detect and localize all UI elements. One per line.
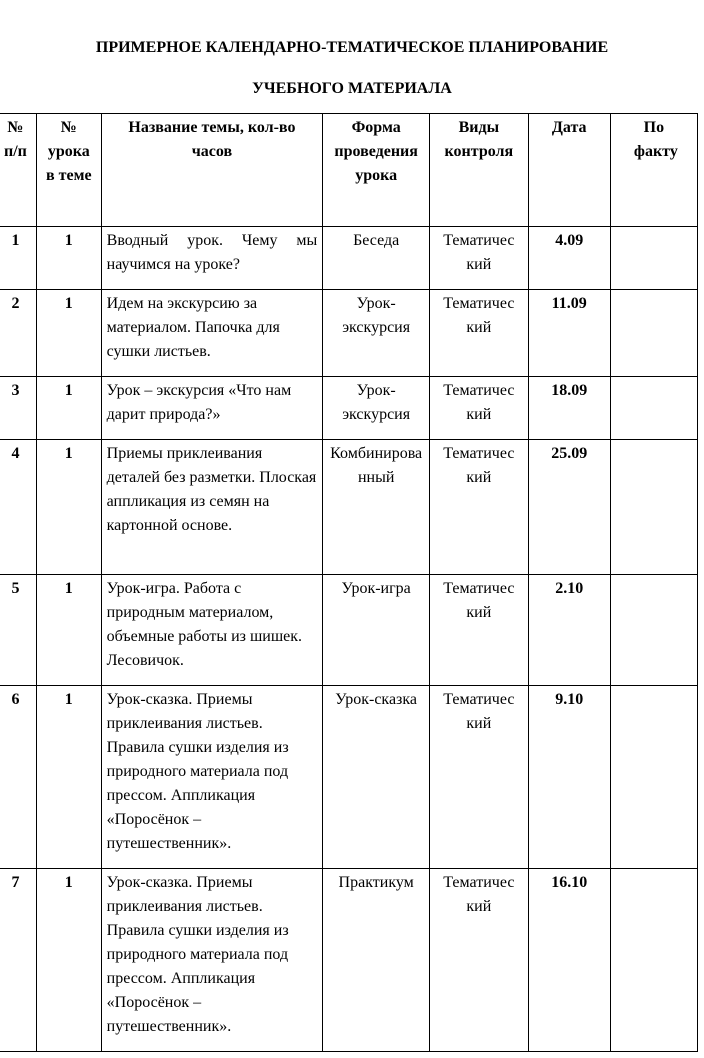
- row-date: 2.10: [528, 575, 610, 686]
- header-control: Виды контроля: [430, 114, 529, 227]
- row-topic: Урок – экскурсия «Что нам дарит природа?»: [101, 377, 323, 440]
- table-row: [0, 686, 698, 869]
- header-form: Форма проведения урока: [323, 114, 430, 227]
- row-control: Тематический: [430, 869, 529, 1052]
- row-fact: [610, 377, 697, 440]
- row-lesson: 1: [36, 686, 101, 869]
- row-num: 7: [0, 869, 36, 1052]
- row-control: Тематический: [430, 440, 529, 575]
- row-num: 3: [0, 377, 36, 440]
- row-lesson: 1: [36, 869, 101, 1052]
- row-fact: [610, 869, 697, 1052]
- row-lesson: 1: [36, 227, 101, 290]
- row-topic: Урок-сказка. Приемы приклеивания листьев. Правила сушки изделия из природного материала под прессом. Аппликация «Поросёнок – путешественник».: [101, 869, 323, 1052]
- row-num: 4: [0, 440, 36, 575]
- row-date: 4.09: [528, 227, 610, 290]
- row-lesson: 1: [36, 575, 101, 686]
- table-header-row: [0, 114, 698, 227]
- row-form: Беседа: [323, 227, 430, 290]
- row-topic: Вводный урок. Чему мы научимся на уроке?: [101, 227, 323, 290]
- row-form: Урок-сказка: [323, 686, 430, 869]
- row-form: Урок-экскурсия: [323, 290, 430, 377]
- row-topic: Идем на экскурсию за материалом. Папочка для сушки листьев.: [101, 290, 323, 377]
- row-topic: Урок-сказка. Приемы приклеивания листьев. Правила сушки изделия из природного материала под прессом. Аппликация «Поросёнок – путешественник».: [101, 686, 323, 869]
- table-row: [0, 575, 698, 686]
- table-row: [0, 377, 698, 440]
- row-num: 5: [0, 575, 36, 686]
- row-date: 25.09: [528, 440, 610, 575]
- table-row: [0, 227, 698, 290]
- row-fact: [610, 440, 697, 575]
- table-row: [0, 869, 698, 1052]
- row-control: Тематический: [430, 377, 529, 440]
- row-form: Комбинированный: [323, 440, 430, 575]
- row-topic: Приемы приклеивания деталей без разметки. Плоская аппликация из семян на картонной основе.: [101, 440, 323, 575]
- row-date: 16.10: [528, 869, 610, 1052]
- row-form: Урок-экскурсия: [323, 377, 430, 440]
- row-num: 6: [0, 686, 36, 869]
- row-fact: [610, 686, 697, 869]
- page-title: ПРИМЕРНОЕ КАЛЕНДАРНО-ТЕМАТИЧЕСКОЕ ПЛАНИРОВАНИЕ: [95, 39, 609, 56]
- header-lesson: № урока в теме: [36, 114, 101, 227]
- row-fact: [610, 227, 697, 290]
- row-topic: Урок-игра. Работа с природным материалом, объемные работы из шишек. Лесовичок.: [101, 575, 323, 686]
- row-form: Урок-игра: [323, 575, 430, 686]
- header-date: Дата: [528, 114, 610, 227]
- row-form: Практикум: [323, 869, 430, 1052]
- row-lesson: 1: [36, 290, 101, 377]
- header-num: № п/п: [0, 114, 36, 227]
- row-date: 18.09: [528, 377, 610, 440]
- lesson-plan-table: [0, 113, 698, 1052]
- row-num: 1: [0, 227, 36, 290]
- row-lesson: 1: [36, 440, 101, 575]
- row-lesson: 1: [36, 377, 101, 440]
- table-row: [0, 440, 698, 575]
- row-date: 9.10: [528, 686, 610, 869]
- table-row: [0, 290, 698, 377]
- row-control: Тематический: [430, 575, 529, 686]
- row-fact: [610, 290, 697, 377]
- row-control: Тематический: [430, 686, 529, 869]
- page-subtitle: УЧЕБНОГО МАТЕРИАЛА: [252, 80, 452, 97]
- row-fact: [610, 575, 697, 686]
- row-control: Тематический: [430, 227, 529, 290]
- header-fact: По факту: [610, 114, 697, 227]
- row-date: 11.09: [528, 290, 610, 377]
- header-topic: Название темы, кол-во часов: [101, 114, 323, 227]
- row-control: Тематический: [430, 290, 529, 377]
- row-num: 2: [0, 290, 36, 377]
